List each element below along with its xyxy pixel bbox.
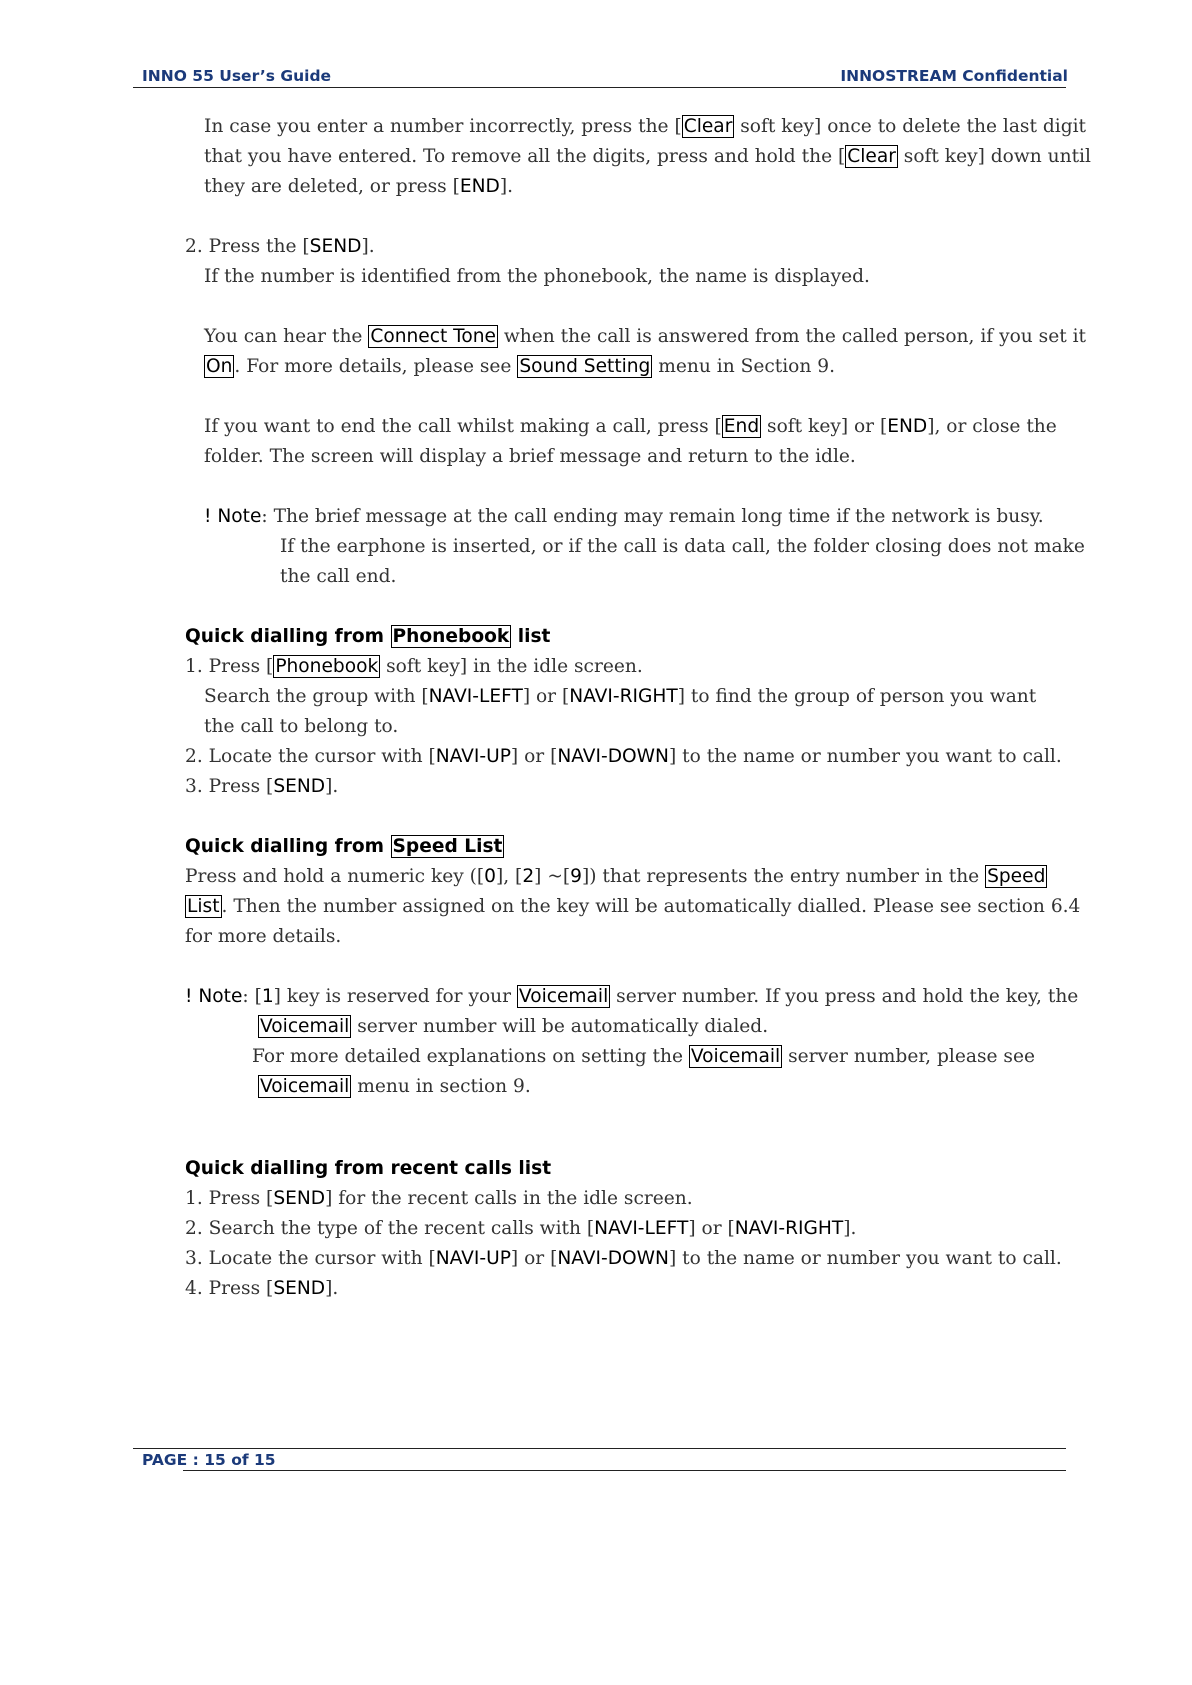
navi-left-key: NAVI-LEFT [594,1218,689,1239]
voicemail-menu: Voicemail [260,1076,350,1097]
phonebook-soft-key: Phonebook [275,656,379,677]
para-line: You can hear the Connect Tone when the call is answered from the called person, if you set it [204,326,1087,347]
para-line: that you have entered. To remove all the digits, press and hold the [ Clear soft key] down until [204,146,1091,167]
step-line: 2. Search the type of the recent calls with [NAVI-LEFT] or [NAVI-RIGHT]. [185,1218,857,1239]
voicemail-menu: Voicemail [518,986,609,1007]
connect-tone-menu: Connect Tone [370,326,496,347]
navi-down-key: NAVI-DOWN [557,746,669,767]
step-line: Search the group with [NAVI-LEFT] or [NAVI-RIGHT] to find the group of person you want [204,686,1037,707]
note-line: ! Note: [1] key is reserved for your Voicemail server number. If you press and hold the key, the [185,986,1079,1007]
on-option: On [206,356,233,377]
send-key: SEND [309,236,362,257]
step-line: 1. Press [ Phonebook soft key] in the idle screen. [185,656,643,677]
end-key: END [887,416,928,437]
para-line: List . Then the number assigned on the key will be automatically dialled. Please see section 6.4 [187,896,1081,917]
step-line: 4. Press [SEND]. [185,1278,339,1299]
step-line: the call to belong to. [204,716,399,737]
para-line: If you want to end the call whilst making a call, press [ End soft key] or [END], or close the [204,416,1057,437]
section-heading: Quick dialling from Phonebook list [185,626,551,647]
speed-list-menu: Speed [987,866,1046,887]
section-heading: Quick dialling from Speed List [185,836,503,857]
para-line: In case you enter a number incorrectly, press the [ Clear soft key] once to delete the last digit [204,116,1087,137]
section-heading: Quick dialling from recent calls list [185,1158,552,1179]
voicemail-menu: Voicemail [260,1016,350,1037]
navi-up-key: NAVI-UP [435,1248,511,1269]
clear-key: Clear [847,146,896,167]
clear-key: Clear [683,116,733,137]
footer-rule [183,1470,1066,1471]
page-number: PAGE : 15 of 15 [142,1451,276,1469]
footer-rule [133,1448,1066,1449]
send-key: SEND [273,776,326,797]
navi-right-key: NAVI-RIGHT [734,1218,844,1239]
note-line: ! Note: The brief message at the call ending may remain long time if the network is busy. [204,506,1044,527]
para-line: folder. The screen will display a brief message and return to the idle. [204,446,856,467]
note-line: For more detailed explanations on setting the Voicemail server number, please see [252,1046,1035,1067]
header-title: INNO 55 User’s Guide [142,67,332,85]
send-key: SEND [273,1278,326,1299]
phonebook-menu: Phonebook [392,626,510,647]
note-line: Voicemail menu in section 9. [260,1076,531,1097]
note-label: ! Note [204,506,262,527]
note-line: the call end. [280,566,397,587]
step-line: 1. Press [SEND] for the recent calls in the idle screen. [185,1188,693,1209]
para-line: If the number is identified from the phonebook, the name is displayed. [204,266,870,287]
para-line: Press and hold a numeric key ([0], [2] ~[9]) that represents the entry number in the Speed [185,866,1046,887]
voicemail-menu: Voicemail [690,1046,781,1067]
step-line: 2. Locate the cursor with [NAVI-UP] or [NAVI-DOWN] to the name or number you want to call. [185,746,1062,767]
header-rule [133,87,1066,88]
navi-down-key: NAVI-DOWN [557,1248,669,1269]
header-confidential: INNOSTREAM Confidential [840,67,1068,85]
navi-right-key: NAVI-RIGHT [569,686,678,707]
note-label: ! Note [185,986,243,1007]
sound-setting-menu: Sound Setting [519,356,651,377]
step-line: 3. Press [SEND]. [185,776,339,797]
step-line: 2. Press the [SEND]. [185,236,375,257]
end-key: END [459,176,500,197]
note-line: Voicemail server number will be automatically dialed. [260,1016,769,1037]
speed-list-menu: Speed List [392,836,503,857]
end-soft-key: End [723,416,760,437]
para-line: for more details. [185,926,342,947]
note-line: If the earphone is inserted, or if the call is data call, the folder closing does not make [280,536,1085,557]
navi-up-key: NAVI-UP [435,746,511,767]
speed-list-menu: List [187,896,220,917]
para-line: On . For more details, please see Sound Setting menu in Section 9. [206,356,836,377]
navi-left-key: NAVI-LEFT [428,686,523,707]
para-line: they are deleted, or press [END]. [204,176,514,197]
send-key: SEND [273,1188,326,1209]
step-line: 3. Locate the cursor with [NAVI-UP] or [NAVI-DOWN] to the name or number you want to call. [185,1248,1062,1269]
